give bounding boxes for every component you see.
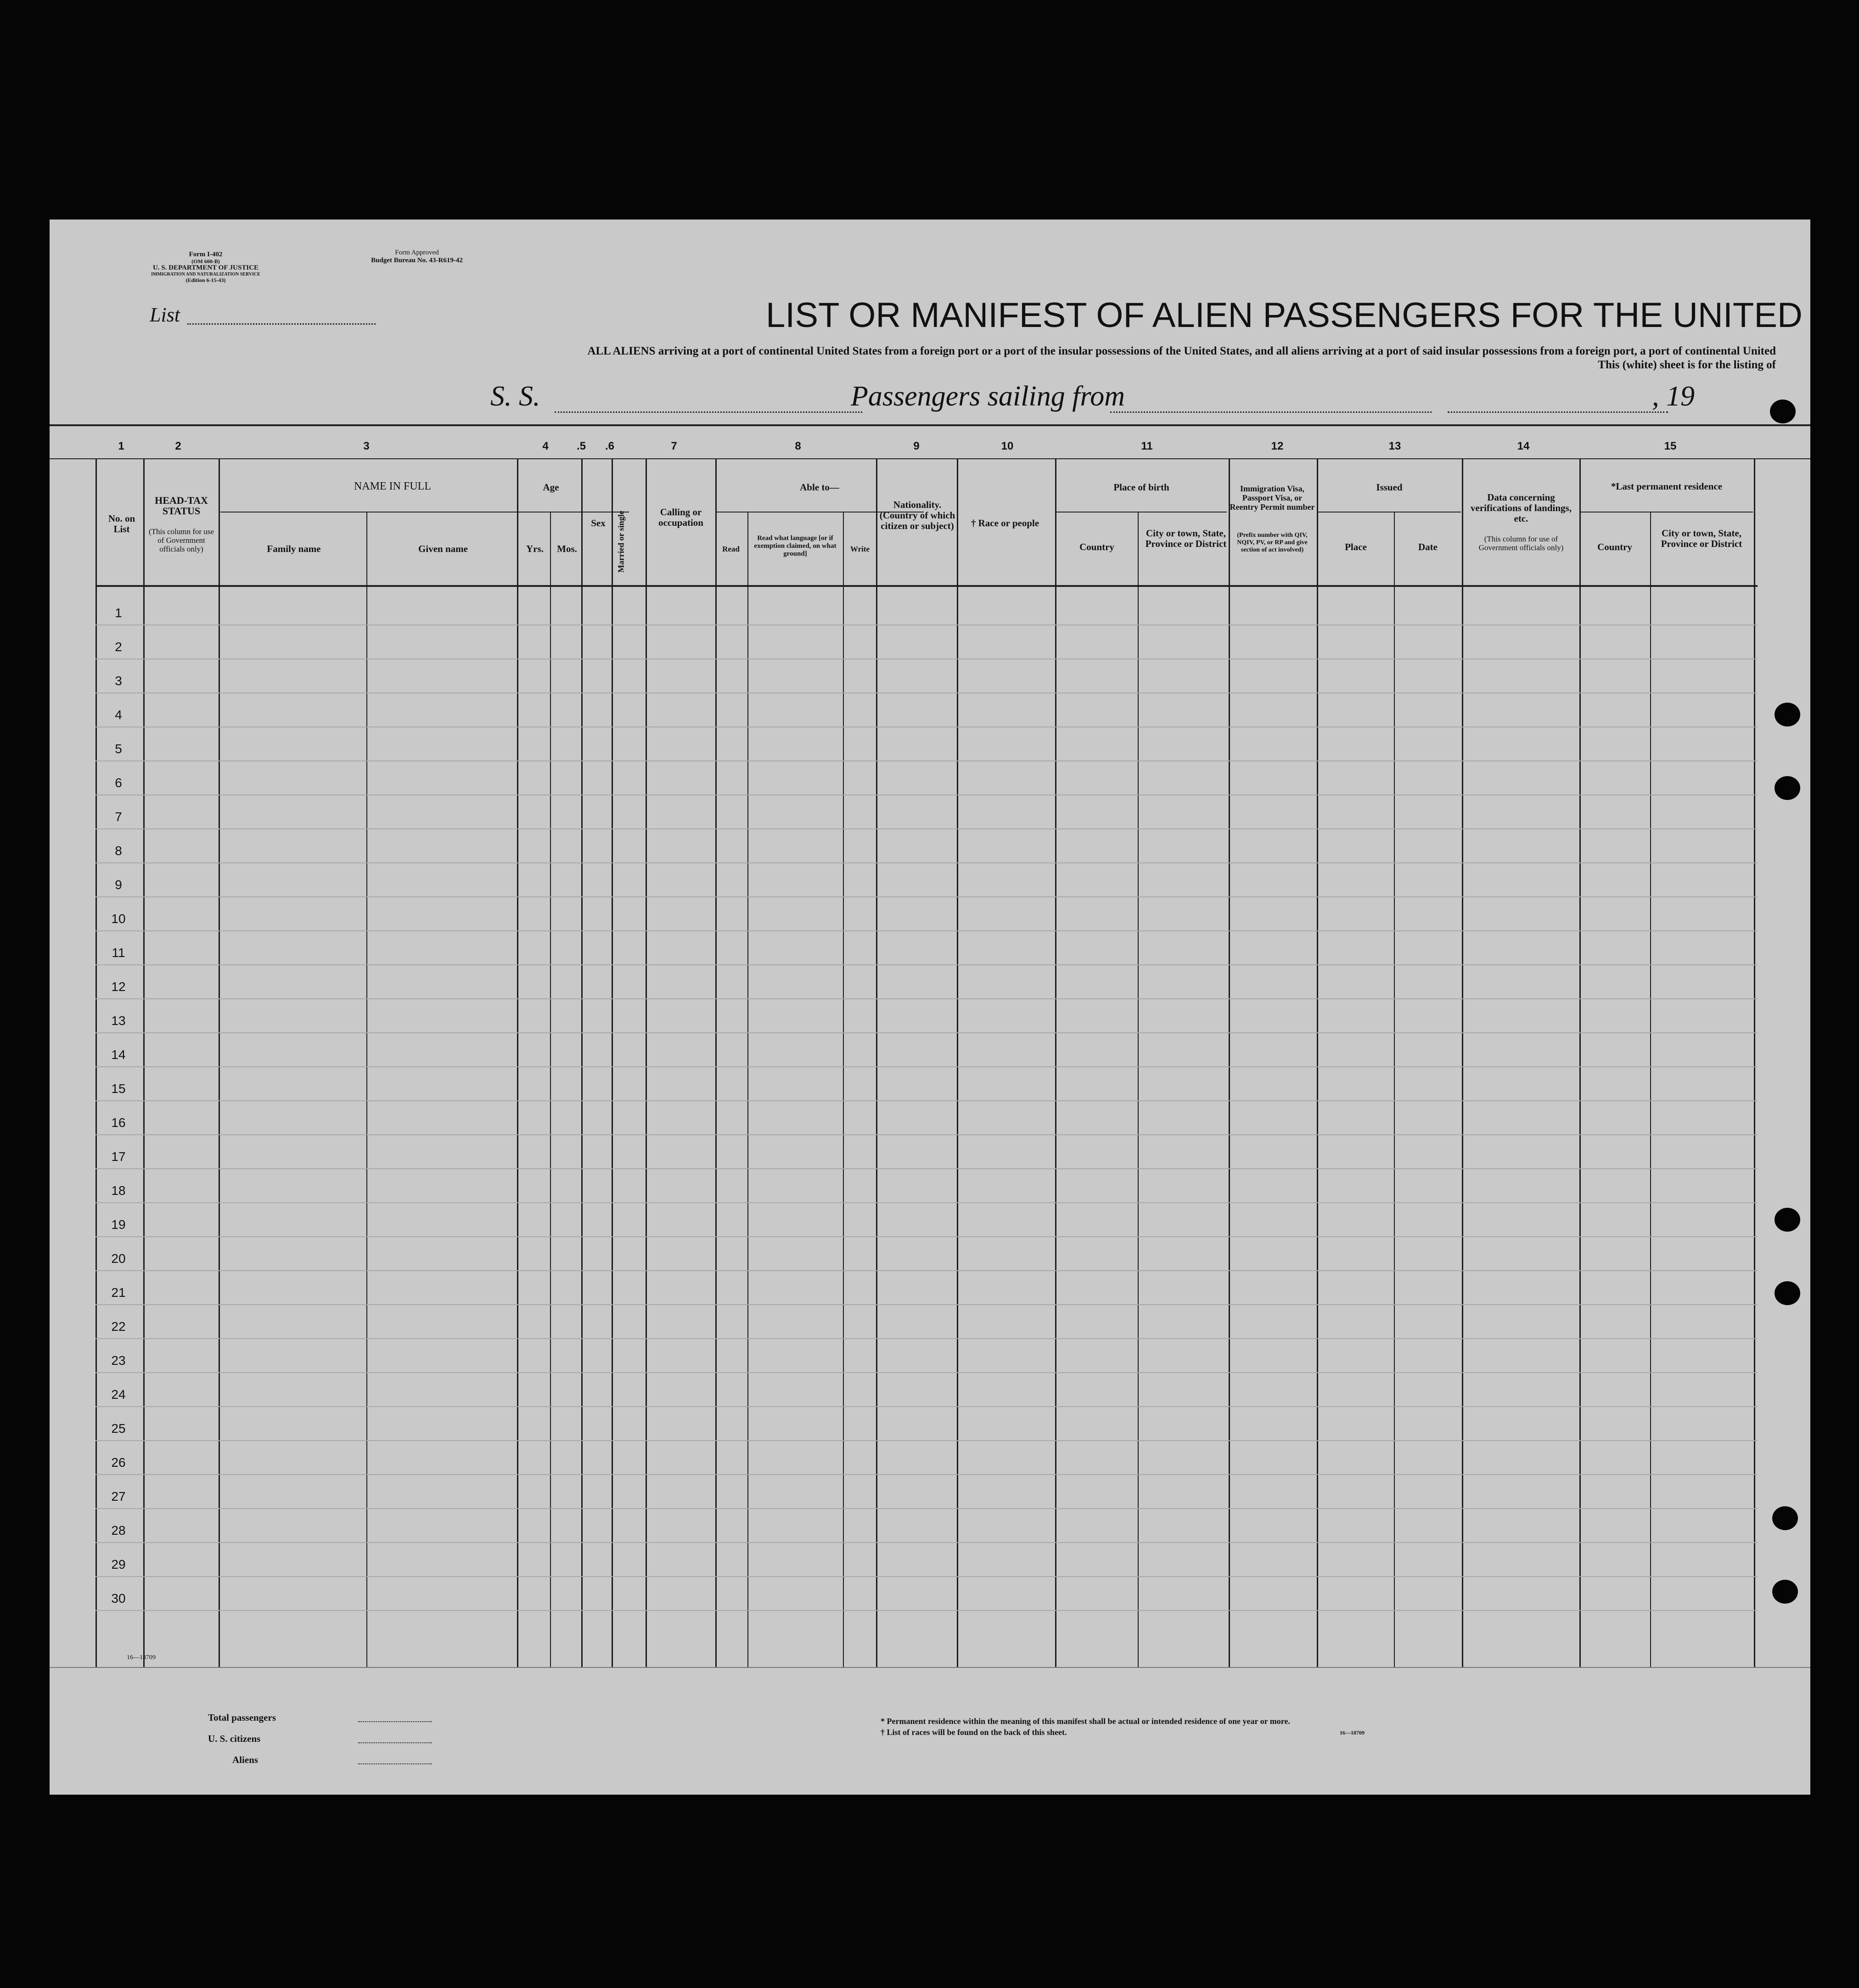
table-row [95,1542,1758,1543]
header-place-of-birth: Place of birth [1113,482,1169,493]
form-number: Form I-402 [189,251,223,258]
us-citizens-field[interactable] [358,1742,432,1743]
form-info-block [118,251,293,283]
header-read: Read [722,545,740,553]
edition-date: (Edition 6-15-43) [185,277,226,283]
table-row [95,1202,1758,1203]
sailing-from-label: Passengers sailing from [851,381,1125,412]
header-nationality: Nationality. (Country of which citizen or subject) [879,499,955,531]
colnum-6: .6 [605,440,614,452]
table-row [95,794,1758,795]
aliens-label: Aliens [232,1754,258,1765]
table-row [95,760,1758,761]
row-number: 11 [112,946,125,960]
col-line-l [843,512,844,1667]
col-line-j [715,459,717,1667]
ss-label: S. S. [490,381,540,412]
table-row [95,726,1758,727]
ss-name-field[interactable] [555,411,862,413]
budget-number: Budget Bureau No. 43-R619-42 [371,257,463,264]
header-data-concerning: Data concerning verifications of landings, etc. [1471,492,1572,524]
row-number: 7 [115,810,122,824]
header-given-name: Given name [418,543,468,554]
table-row [95,1338,1758,1339]
header-race: † Race or people [971,518,1039,529]
footer-code: 16—18709 [1340,1729,1365,1736]
punch-hole [1772,1580,1798,1604]
punch-hole [1772,1506,1798,1530]
list-label: List [150,304,180,326]
colnum-10: 10 [1001,440,1014,452]
colnum-7: 7 [671,440,677,452]
aliens-field[interactable] [358,1763,432,1764]
footnote-races: † List of races will be found on the back of this sheet. [881,1728,1067,1737]
header-date: Date [1418,541,1438,552]
header-bottom-rule [95,585,1758,587]
row-number: 16 [111,1115,126,1130]
col-line-u [1579,459,1581,1667]
row-number: 18 [111,1183,126,1198]
intro-line-1: ALL ALIENS arriving at a port of continental United States from a foreign port or a port of the insular possessions of the United States, and all aliens arriving at a port of said insular possessions from a foreign port, a port of continental United [587,345,1776,357]
col-line-m [876,459,877,1667]
header-visa: Immigration Visa, Passport Visa, or Reentry Permit number [1230,484,1315,512]
punch-hole [1775,1281,1800,1305]
header-name-in-full: NAME IN FULL [354,480,431,492]
us-citizens-label: U. S. citizens [208,1733,261,1744]
table-row [95,998,1758,999]
header-issued: Issued [1376,482,1403,493]
header-write: Write [850,545,870,553]
service-name: IMMIGRATION AND NATURALIZATION SERVICE [151,272,260,277]
header-yrs: Yrs. [526,543,544,554]
table-row [95,1236,1758,1237]
header-sex: Sex [591,518,606,529]
col-line-r [1317,459,1318,1667]
row-number: 29 [111,1557,126,1571]
row-number: 28 [111,1523,126,1537]
row-number: 30 [111,1591,126,1605]
header-city: City or town, State, Province or District [1145,528,1227,549]
col-line-t [1462,459,1463,1667]
header-mos: Mos. [557,543,577,554]
colnum-4: 4 [542,440,549,452]
punch-hole [1775,776,1800,800]
total-passengers-field[interactable] [358,1721,432,1722]
row-number: 10 [111,912,126,926]
header-place: Place [1345,541,1367,552]
header-country-2: Country [1597,541,1632,552]
punch-hole [1770,400,1796,423]
colnum-12: 12 [1271,440,1284,452]
table-row [95,1610,1758,1611]
col-line-a [95,459,97,1667]
header-age: Age [543,482,559,493]
table-top-rule [50,424,1810,426]
header-last-residence: *Last permanent residence [1611,481,1723,492]
intro-text [394,344,1776,372]
table-row [95,862,1758,863]
row-number: 14 [111,1048,126,1062]
header-city-2: City or town, State, Province or District [1661,528,1742,549]
table-row [95,1066,1758,1067]
table-row [95,1372,1758,1373]
colnum-3: 3 [363,440,370,452]
row-number: 5 [115,742,122,756]
punch-hole [1775,703,1800,726]
table-row [95,1576,1758,1577]
row-number: 22 [111,1319,126,1334]
row-number: 9 [115,878,122,892]
year-label: , 19 [1652,381,1695,412]
col-line-q [1229,459,1230,1667]
colnum-8: 8 [795,440,801,452]
list-field[interactable] [187,323,376,325]
total-passengers-label: Total passengers [208,1712,276,1723]
col-line-s [1394,512,1395,1667]
form-om-number: (OM 600-B) [191,258,220,265]
col-line-w [1754,459,1755,1667]
row-number: 26 [111,1455,126,1470]
col-line-e [517,459,518,1667]
department-name: U. S. DEPARTMENT OF JUSTICE [152,264,259,271]
table-row [95,1134,1758,1135]
sailing-port-field[interactable] [1110,411,1432,413]
colnum-1: 1 [118,440,124,452]
footnote-residence: * Permanent residence within the meaning of this manifest shall be actual or intended residence of one year or more. [881,1717,1290,1726]
col-line-v [1650,512,1651,1667]
row-number: 12 [111,980,126,994]
colnum-2: 2 [175,440,181,452]
approval-block [348,249,486,265]
table-row [95,964,1758,965]
manifest-sheet [50,220,1810,1795]
header-read-language: Read what language [or if exemption claimed, on what ground] [754,535,837,558]
header-head-tax: HEAD-TAX STATUS [155,495,208,517]
header-country: Country [1079,541,1114,552]
col-line-g [581,459,583,1667]
row-number: 19 [111,1217,126,1232]
colnum-14: 14 [1517,440,1530,452]
page-title: LIST OR MANIFEST OF ALIEN PASSENGERS FOR THE UNITED [766,296,1803,335]
table-row [95,1304,1758,1305]
table-row [95,1474,1758,1475]
col-line-k [747,512,748,1667]
small-print-left: 16—18709 [127,1654,156,1661]
row-number: 13 [111,1014,126,1028]
header-data-note: (This column for use of Government officials only) [1478,535,1564,552]
table-row [95,1406,1758,1407]
colnum-15: 15 [1664,440,1677,452]
table-row [95,1168,1758,1169]
row-number: 20 [111,1251,126,1266]
row-number: 6 [115,776,122,790]
col-line-p [1138,512,1139,1667]
col-line-n [957,459,958,1667]
row-number: 4 [115,708,122,722]
colnum-9: 9 [913,440,920,452]
table-row [95,1440,1758,1441]
colnum-13: 13 [1388,440,1401,452]
col-line-d [366,512,367,1667]
row-number: 2 [115,640,122,654]
col-line-i [646,459,647,1667]
header-no-on-list: No. on List [108,513,135,535]
header-calling: Calling or occupation [658,507,703,528]
col-line-c [219,459,220,1667]
row-number: 17 [111,1149,126,1164]
colnum-11: 11 [1141,440,1153,452]
row-number: 25 [111,1421,126,1436]
header-married: Married or single [616,511,626,573]
row-number: 27 [111,1489,126,1504]
header-able-to: Able to— [800,482,839,493]
intro-line-2: This (white) sheet is for the listing of [1598,359,1776,371]
table-row [95,1100,1758,1101]
footer-rule [50,1667,1810,1668]
row-number: 21 [111,1285,126,1300]
table-row [95,1270,1758,1271]
table-row [95,1508,1758,1509]
row-number: 8 [115,844,122,858]
punch-hole [1775,1208,1800,1232]
table-row [95,896,1758,897]
sailing-date-field[interactable] [1448,411,1668,413]
colnum-rule [50,458,1810,459]
table-row [95,930,1758,931]
col-line-f [550,512,551,1667]
row-number: 24 [111,1387,126,1402]
header-family-name: Family name [267,543,321,554]
table-row [95,828,1758,829]
colnum-5: .5 [576,440,586,452]
header-head-tax-note: (This column for use of Government officials only) [148,527,214,553]
col-line-h [612,459,613,1667]
form-approved: Form Approved [395,249,439,256]
row-number: 1 [115,606,122,620]
row-number: 3 [115,674,122,688]
col-line-b [143,459,145,1667]
row-number: 23 [111,1353,126,1368]
row-number: 15 [111,1081,126,1096]
table-row [95,1032,1758,1033]
col-line-o [1055,459,1056,1667]
header-visa-note: (Prefix number with QIV, NQIV, PV, or RP and give section of act involved) [1237,532,1308,553]
